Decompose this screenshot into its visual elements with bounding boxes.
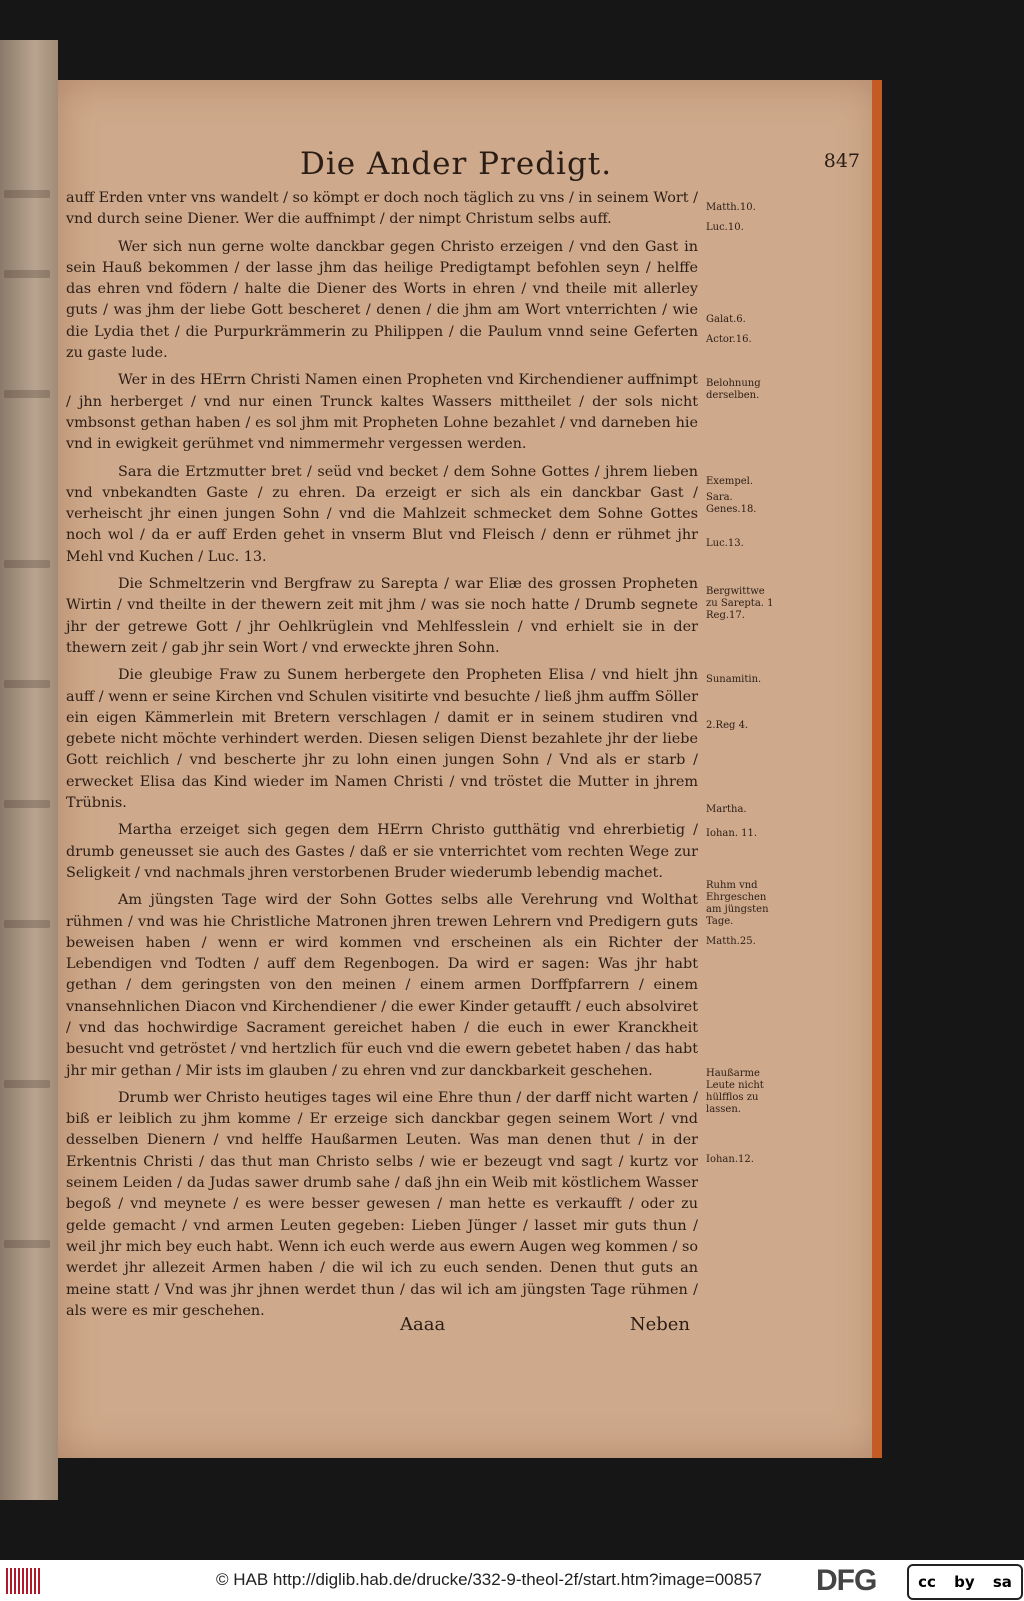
cc-license-icon[interactable] xyxy=(907,1564,1023,1600)
margin-note: Luc.13. xyxy=(706,538,744,549)
bleed-through-mark xyxy=(4,560,50,568)
cc-icon: cc xyxy=(918,1573,936,1591)
bleed-through-mark xyxy=(4,390,50,398)
margin-note: Matth.25. xyxy=(706,936,756,947)
margin-note: Exempel. xyxy=(706,476,754,487)
paragraph: Wer in des HErrn Christi Namen einen Propheten vnd Kirchendiener auffnimpt / jhn herberget / vnd nur einen Trunck kaltes Wassers mittheilet / der sols nicht vmbsonst gethan haben / es sol jhm mit Propheten Lohne bezahlet / vnd darneben hie vnd in ewigkeit gerühmet vnd nimmermehr vergessen werden. xyxy=(66,372,698,453)
dfg-logo: DFG xyxy=(816,1564,877,1597)
paragraph: Sara die Ertzmutter bret / seüd vnd becket / dem Sohne Gottes / jhrem lieben vnd vnbekandten Gaste / zu ehren. Da erzeigt er sich als ein danckbar Gast / verheischt jhr einen jungen Sohn / vnd die Mahlzeit schmecket dem Sohne Gottes noch wol / da er auff Erden gehet in vnserm Blut vnd Fleisch / denn er rühmet jhr Mehl vnd Kuchen / Luc. 13. xyxy=(66,463,698,565)
margin-note: Matth.10. xyxy=(706,202,756,213)
bleed-through-mark xyxy=(4,800,50,808)
by-icon: by xyxy=(954,1573,975,1591)
bleed-through-mark xyxy=(4,190,50,198)
page-footer xyxy=(380,1314,690,1344)
margin-note: Luc.10. xyxy=(706,222,744,233)
bleed-through-mark xyxy=(4,680,50,688)
paragraph: Wer sich nun gerne wolte danckbar gegen Christo erzeigen / vnd den Gast in sein Hauß bekommen / der lasse jhm das heilige Predigtampt befohlen seyn / helffe das ehren vnd födern / halte die Diener des Worts in ehren / vnd theile mit allerley guts / was jhm der liebe Gott bescheret / denen / die jhm am Wort vnterrichten / wie die Lydia thet / die Purpurkrämmerin zu Philippen / die Paulum vnnd seine Geferten zu gaste lude. xyxy=(66,238,698,362)
bleed-through-mark xyxy=(4,920,50,928)
page-number: 847 xyxy=(823,150,860,172)
margin-note: Martha. xyxy=(706,804,747,815)
margin-note: Sara. Genes.18. xyxy=(706,492,757,515)
main-text xyxy=(66,188,698,1328)
margin-note: Sunamitin. xyxy=(706,674,762,685)
margin-note: Ruhm vnd Ehrgeschen am jüngsten Tage. xyxy=(706,880,769,927)
paragraph: Die Schmeltzerin vnd Bergfraw zu Sarepta / war Eliæ des grossen Propheten Wirtin / vnd theilte in der thewern zeit mit jhm / was sie noch hatte / Drumb segnete jhr der getrewe Gott / jhr Oehlkrüglein vnd Mehlfesslein / vnd erhielt sie in der thewern zeit / gab jhr sein Wort / vnd erweckte jhren Sohn. xyxy=(66,576,698,656)
paragraph: Am jüngsten Tage wird der Sohn Gottes selbs alle Verehrung vnd Wolthat rühmen / vnd was hie Christliche Matronen jhren trewen Lehrern vnd Predigern guts beweisen haben / wenn er wird kommen vnd erscheinen als ein Richter der Lebendigen vnd Todten / auff dem Regenbogen. Da wird er sagen: Was jhr habt gethan / dem geringsten von den meinen / einem armen Dorffpfarrern / einem vnansehnlichen Diacon vnd Kirchendiener / die ewer Kinder getaufft / euch absolviret / vnd das hochwirdige Sacrament gereichet haben / die euch in ewer Kranckheit besucht vnd getröstet / vnd hertzlich für euch vnd die ewern gebetet haben / das habt jhr mir gethan / Mir ists im glauben / zu ehren vnd zur danckbarkeit geschehen. xyxy=(66,892,698,1079)
margin-note: 2.Reg 4. xyxy=(706,720,749,731)
running-title: Die Ander Predigt. xyxy=(300,146,613,182)
paragraph: auff Erden vnter vns wandelt / so kömpt er doch noch täglich zu vns / in seinem Wort / vnd durch seine Diener. Wer die auffnimpt / der nimpt Christum selbs auff. xyxy=(66,190,698,228)
hab-barcode-icon xyxy=(6,1568,44,1594)
page-red-edge xyxy=(872,80,882,1458)
margin-note: Galat.6. xyxy=(706,314,746,325)
margin-note: Bergwittwe zu Sarepta. 1 Reg.17. xyxy=(706,586,774,621)
paragraph: Die gleubige Fraw zu Sunem herbergete den Propheten Elisa / vnd hielt jhn auff / wenn er seine Kirchen vnd Schulen visitirte vnd besuchte / ließ jhm auffm Söller ein eigen Kämmerlein mit Bretern verschlagen / damit er in seinem studiren vnd gebete nicht möchte verhindert werden. Diesen seligen Dienst bezahlete jhr der liebe Gott reichlich / vnd bescherte jhr zu lohn einen jungen Sohn / Vnd als er starb / erwecket Elisa das Kind wieder im Namen Christi / vnd tröstet die Mutter in jhrem Trübnis. xyxy=(66,667,698,812)
paragraph: Martha erzeiget sich gegen dem HErrn Christo gutthätig vnd ehrerbietig / drumb geneusset sie auch des Gastes / daß er sie vnterrichtet vom rechten Wege zur Seligkeit / vnd nachmals jhren verstorbenen Bruder wiederumb lebendig machet. xyxy=(66,822,698,881)
source-bar xyxy=(0,1560,1024,1601)
source-url[interactable]: © HAB http://diglib.hab.de/drucke/332-9-theol-2f/start.htm?image=00857 xyxy=(216,1570,762,1589)
page-header xyxy=(300,146,860,186)
margin-note: Actor.16. xyxy=(706,334,752,345)
previous-page-edge xyxy=(0,40,58,1500)
bleed-through-mark xyxy=(4,270,50,278)
margin-note: Iohan.12. xyxy=(706,1154,754,1165)
paragraph: Drumb wer Christo heutiges tages wil eine Ehre thun / der darff nicht warten / biß er leiblich zu jhm komme / Er erzeige sich danckbar gegen seinem Wort / vnd desselben Dienern / vnd helffe Haußarmen Leuten. Was man denen thut / in der Erkentnis Christi / das thut man Christo selbs / wie er bezeugt vnd sagt / kurtz vor seinem Leiden / da Judas sawer drumb sahe / daß jhn ein Weib mit köstlichem Wasser begoß / vnd meynete / es were besser gewesen / man hette es verkaufft / oder zu gelde gemacht / vnd armen Leuten gegeben: Lieben Jünger / lasset mir guts thun / weil jhr mich bey euch habt. Wenn ich euch werde aus ewern Augen weg kommen / so werdet jhr allezeit Armen haben / die wil ich zu euch senden. Denen thut guts an meine statt / Vnd was jhr jhnen werdet thun / das wil ich am jüngsten Tage rühmen / als were es mir geschehen. xyxy=(66,1089,698,1319)
catchword: Neben xyxy=(629,1314,690,1335)
sa-icon: sa xyxy=(992,1573,1012,1591)
margin-note: Belohnung derselben. xyxy=(706,378,761,401)
signature-mark: Aaaa xyxy=(400,1314,446,1335)
bleed-through-mark xyxy=(4,1080,50,1088)
margin-note: Haußarme Leute nicht hülfflos zu lassen. xyxy=(706,1068,764,1115)
margin-note: Iohan. 11. xyxy=(706,828,758,839)
bleed-through-mark xyxy=(4,1240,50,1248)
